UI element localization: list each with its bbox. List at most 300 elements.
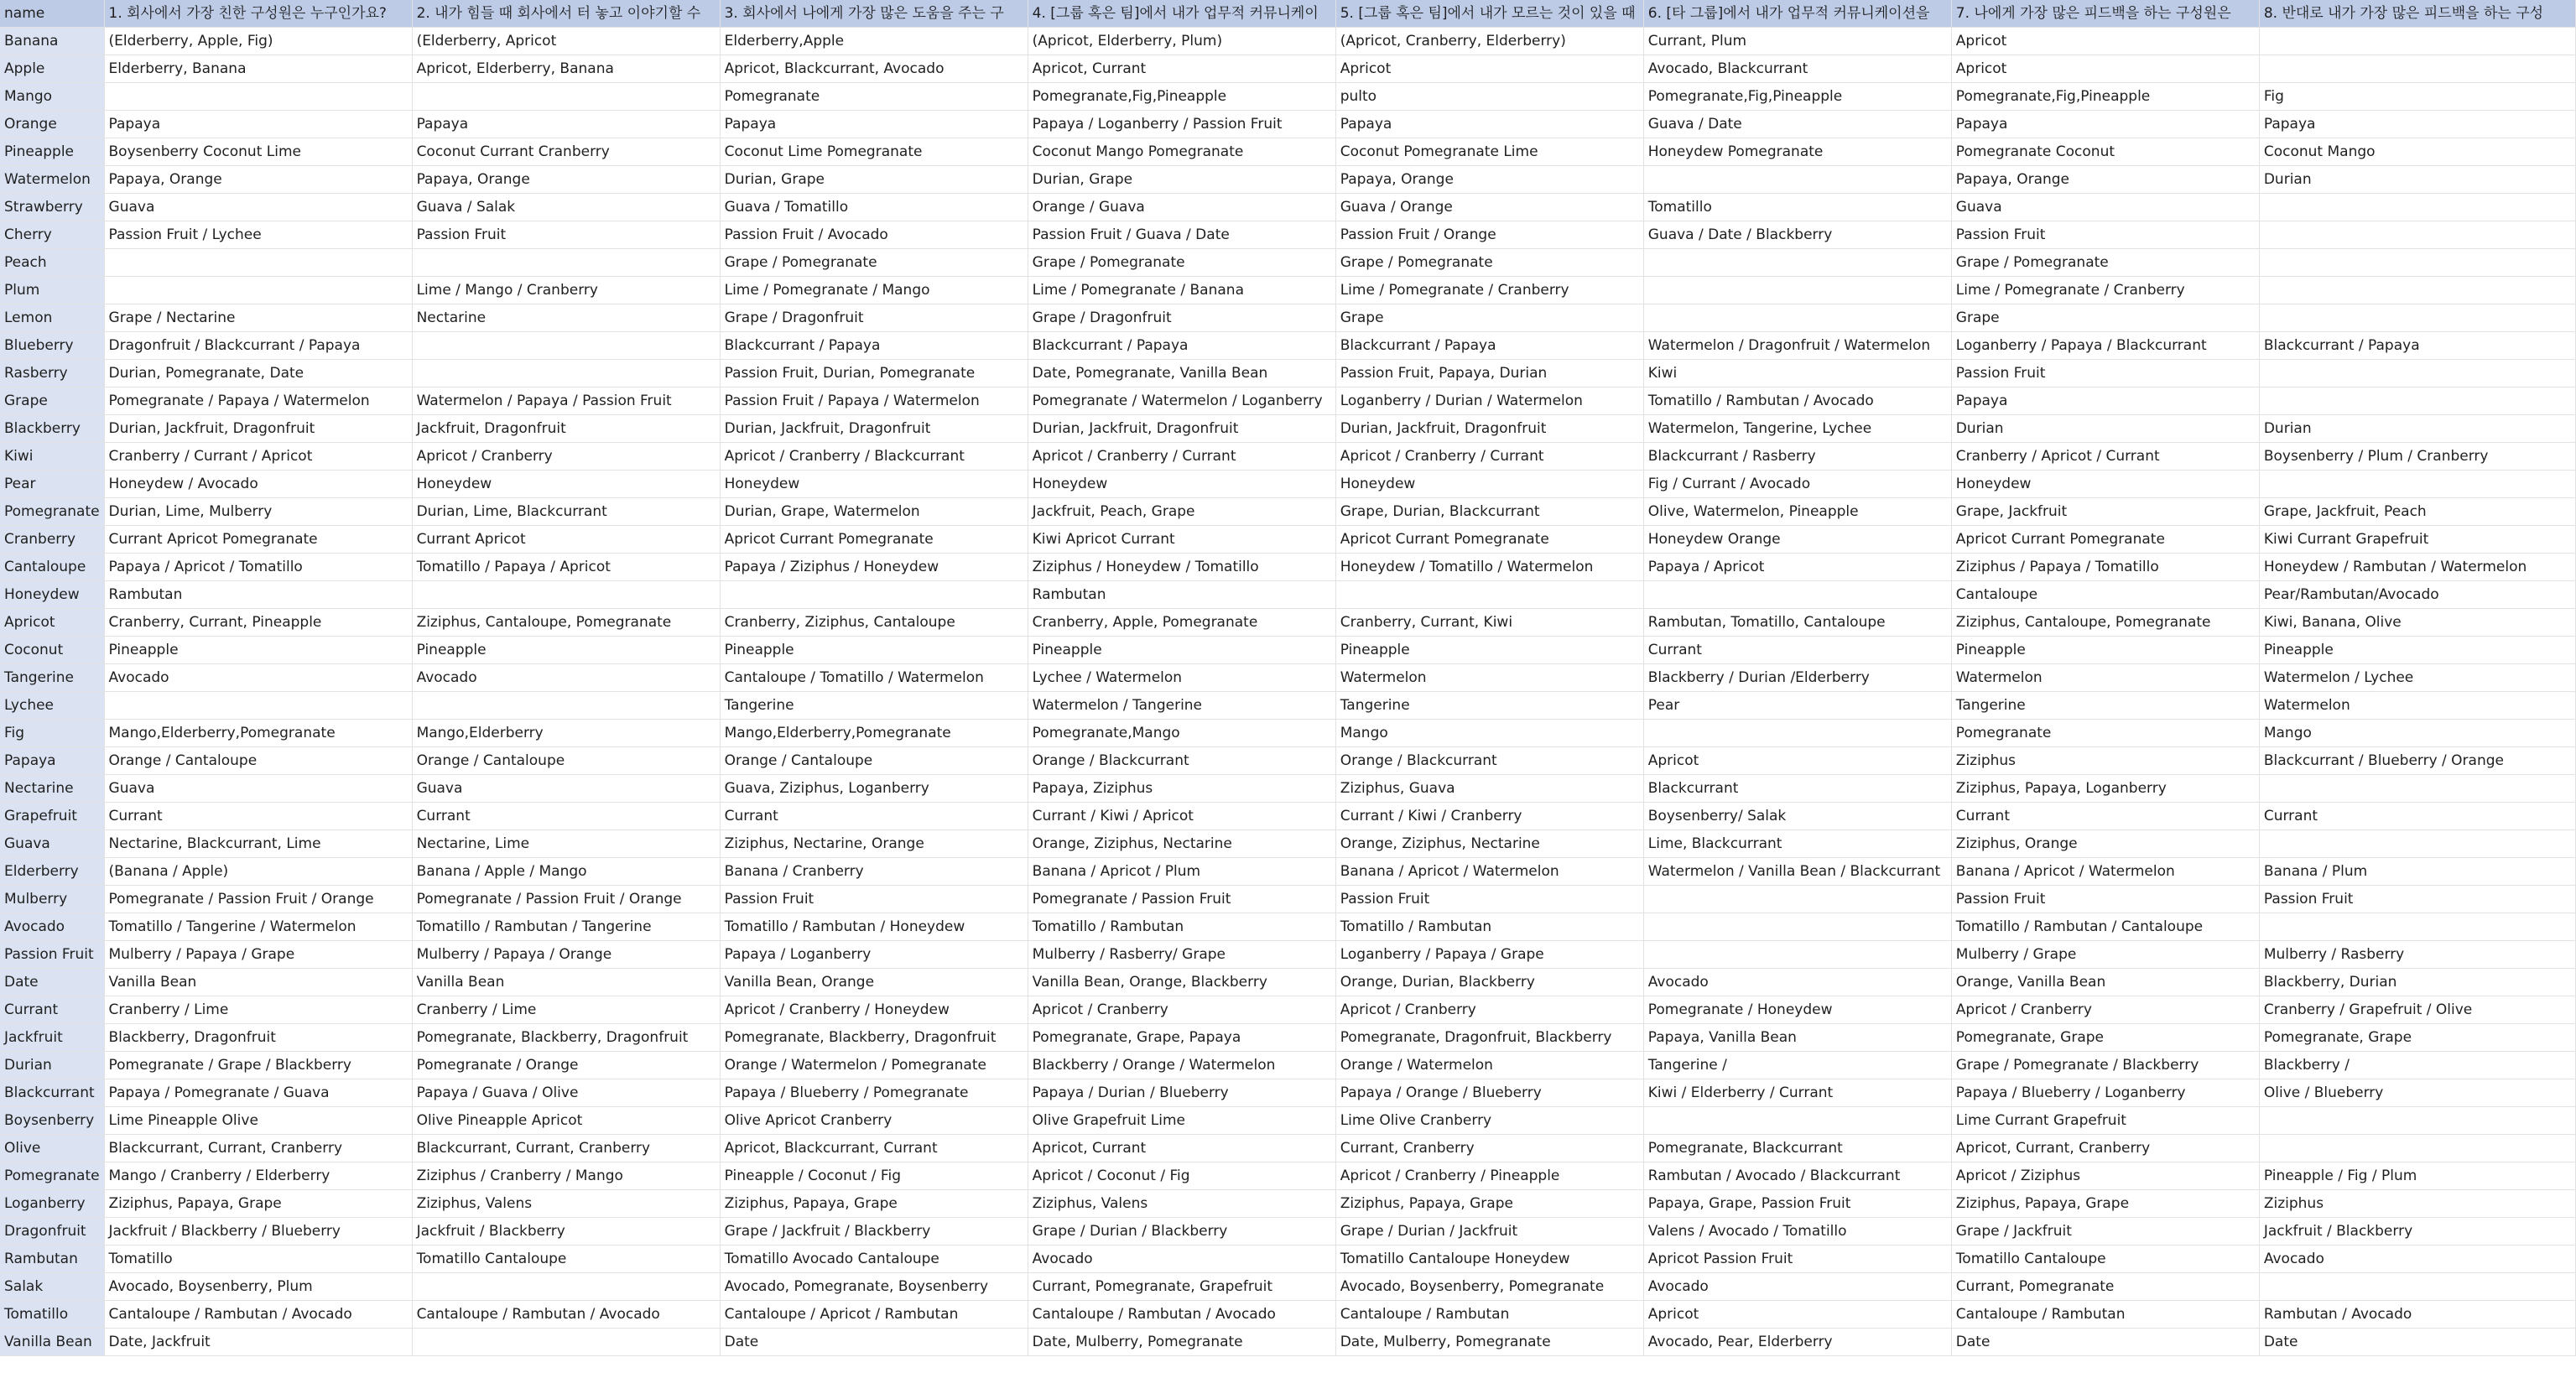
table-cell[interactable]: Apricot / Cranberry	[1335, 996, 1643, 1024]
table-cell[interactable]: Orange, Durian, Blackberry	[1335, 969, 1643, 996]
table-cell[interactable]: Papaya	[1951, 111, 2259, 138]
table-cell[interactable]: pulto	[1335, 83, 1643, 111]
table-cell[interactable]: Pomegranate / Papaya / Watermelon	[104, 387, 412, 415]
table-cell[interactable]: Guava / Orange	[1335, 194, 1643, 221]
table-cell[interactable]: Guava	[1951, 194, 2259, 221]
row-name-cell[interactable]: Mulberry	[0, 886, 104, 913]
table-cell[interactable]: Papaya / Guava / Olive	[412, 1079, 720, 1107]
table-cell[interactable]: Grape, Durian, Blackcurrant	[1335, 498, 1643, 526]
table-cell[interactable]: Pomegranate / Orange	[412, 1052, 720, 1079]
table-cell[interactable]: Mango	[2259, 720, 2575, 747]
table-cell[interactable]: Blackberry / Durian /Elderberry	[1643, 664, 1951, 692]
table-cell[interactable]: Orange / Watermelon / Pomegranate	[720, 1052, 1028, 1079]
table-cell[interactable]: Loganberry / Papaya / Blackcurrant	[1951, 332, 2259, 360]
header-cell[interactable]: 3. 회사에서 나에게 가장 많은 도움을 주는 구	[720, 0, 1028, 28]
table-cell[interactable]: Watermelon, Tangerine, Lychee	[1643, 415, 1951, 443]
table-cell[interactable]: Date	[720, 1329, 1028, 1356]
table-cell[interactable]: Apricot, Currant, Cranberry	[1951, 1135, 2259, 1162]
table-cell[interactable]: Coconut Lime Pomegranate	[720, 138, 1028, 166]
row-name-cell[interactable]: Currant	[0, 996, 104, 1024]
table-cell[interactable]: (Elderberry, Apricot	[412, 28, 720, 55]
table-cell[interactable]: Currant	[2259, 803, 2575, 830]
table-cell[interactable]	[1643, 941, 1951, 969]
table-cell[interactable]: Passion Fruit / Guava / Date	[1028, 221, 1335, 249]
table-cell[interactable]: Cranberry, Apple, Pomegranate	[1028, 609, 1335, 637]
table-cell[interactable]: Banana / Plum	[2259, 858, 2575, 886]
table-cell[interactable]: Cranberry, Ziziphus, Cantaloupe	[720, 609, 1028, 637]
table-cell[interactable]: Apricot / Cranberry / Blackcurrant	[720, 443, 1028, 471]
table-cell[interactable]	[2259, 1107, 2575, 1135]
table-cell[interactable]: Lime Currant Grapefruit	[1951, 1107, 2259, 1135]
table-cell[interactable]: Cranberry, Currant, Kiwi	[1335, 609, 1643, 637]
table-cell[interactable]: Currant	[720, 803, 1028, 830]
row-name-cell[interactable]: Apricot	[0, 609, 104, 637]
header-cell[interactable]: 4. [그룹 혹은 팀]에서 내가 업무적 커뮤니케이	[1028, 0, 1335, 28]
table-cell[interactable]: Watermelon	[1951, 664, 2259, 692]
table-cell[interactable]: Mango,Elderberry	[412, 720, 720, 747]
table-cell[interactable]: Passion Fruit / Avocado	[720, 221, 1028, 249]
table-cell[interactable]: Grape	[1335, 304, 1643, 332]
table-cell[interactable]: Apricot / Cranberry	[1951, 996, 2259, 1024]
row-name-cell[interactable]: Pear	[0, 471, 104, 498]
row-name-cell[interactable]: Dragonfruit	[0, 1218, 104, 1246]
table-cell[interactable]	[412, 1329, 720, 1356]
row-name-cell[interactable]: Avocado	[0, 913, 104, 941]
row-name-cell[interactable]: Loganberry	[0, 1190, 104, 1218]
row-name-cell[interactable]: Grape	[0, 387, 104, 415]
table-cell[interactable]: Mango,Elderberry,Pomegranate	[720, 720, 1028, 747]
table-cell[interactable]	[412, 249, 720, 277]
table-cell[interactable]: Mulberry / Papaya / Grape	[104, 941, 412, 969]
table-cell[interactable]: Orange, Ziziphus, Nectarine	[1028, 830, 1335, 858]
table-cell[interactable]: Honeydew	[1335, 471, 1643, 498]
table-cell[interactable]: Papaya	[1951, 387, 2259, 415]
table-cell[interactable]: Vanilla Bean, Orange, Blackberry	[1028, 969, 1335, 996]
table-cell[interactable]: Avocado	[104, 664, 412, 692]
table-cell[interactable]: Cantaloupe / Rambutan / Avocado	[412, 1301, 720, 1329]
table-cell[interactable]: Cranberry / Lime	[104, 996, 412, 1024]
table-cell[interactable]: Fig	[2259, 83, 2575, 111]
table-cell[interactable]: Apricot, Blackcurrant, Avocado	[720, 55, 1028, 83]
table-cell[interactable]: Mango / Cranberry / Elderberry	[104, 1162, 412, 1190]
table-cell[interactable]: Durian, Grape	[720, 166, 1028, 194]
table-cell[interactable]: (Elderberry, Apple, Fig)	[104, 28, 412, 55]
table-cell[interactable]: Orange / Cantaloupe	[412, 747, 720, 775]
table-cell[interactable]: Orange / Blackcurrant	[1335, 747, 1643, 775]
row-name-cell[interactable]: Blackcurrant	[0, 1079, 104, 1107]
table-cell[interactable]: Rambutan	[1028, 581, 1335, 609]
table-cell[interactable]: Jackfruit, Dragonfruit	[412, 415, 720, 443]
table-cell[interactable]: Passion Fruit / Orange	[1335, 221, 1643, 249]
table-cell[interactable]: Honeydew	[720, 471, 1028, 498]
table-cell[interactable]: (Apricot, Cranberry, Elderberry)	[1335, 28, 1643, 55]
row-name-cell[interactable]: Pineapple	[0, 138, 104, 166]
table-cell[interactable]: Loganberry / Papaya / Grape	[1335, 941, 1643, 969]
table-cell[interactable]: Lime / Pomegranate / Cranberry	[1335, 277, 1643, 304]
table-cell[interactable]: Pineapple	[1335, 637, 1643, 664]
table-cell[interactable]: Pomegranate / Honeydew	[1643, 996, 1951, 1024]
row-name-cell[interactable]: Peach	[0, 249, 104, 277]
table-cell[interactable]: Guava	[412, 775, 720, 803]
row-name-cell[interactable]: Mango	[0, 83, 104, 111]
row-name-cell[interactable]: Cherry	[0, 221, 104, 249]
row-name-cell[interactable]: Cranberry	[0, 526, 104, 554]
table-cell[interactable]: Papaya / Ziziphus / Honeydew	[720, 554, 1028, 581]
table-cell[interactable]: Banana / Apricot / Plum	[1028, 858, 1335, 886]
table-cell[interactable]	[2259, 471, 2575, 498]
table-cell[interactable]: Apricot	[1335, 55, 1643, 83]
table-cell[interactable]: Apricot, Blackcurrant, Currant	[720, 1135, 1028, 1162]
table-cell[interactable]: Coconut Currant Cranberry	[412, 138, 720, 166]
row-name-cell[interactable]: Blackberry	[0, 415, 104, 443]
table-cell[interactable]	[2259, 28, 2575, 55]
table-cell[interactable]: Coconut Mango	[2259, 138, 2575, 166]
table-cell[interactable]: Ziziphus, Papaya, Grape	[1951, 1190, 2259, 1218]
table-cell[interactable]: Papaya / Apricot	[1643, 554, 1951, 581]
table-cell[interactable]: Currant, Plum	[1643, 28, 1951, 55]
table-cell[interactable]: Pineapple	[2259, 637, 2575, 664]
header-cell[interactable]: 2. 내가 힘들 때 회사에서 터 놓고 이야기할 수	[412, 0, 720, 28]
table-cell[interactable]: Pineapple	[1951, 637, 2259, 664]
table-cell[interactable]: Pomegranate, Dragonfruit, Blackberry	[1335, 1024, 1643, 1052]
table-cell[interactable]: Olive Apricot Cranberry	[720, 1107, 1028, 1135]
row-name-cell[interactable]: Pomegranate	[0, 1162, 104, 1190]
table-cell[interactable]: Pomegranate / Passion Fruit / Orange	[104, 886, 412, 913]
table-cell[interactable]: Passion Fruit	[1951, 360, 2259, 387]
table-cell[interactable]: Watermelon	[2259, 692, 2575, 720]
table-cell[interactable]	[2259, 830, 2575, 858]
table-cell[interactable]: Pomegranate, Blackberry, Dragonfruit	[720, 1024, 1028, 1052]
table-cell[interactable]: Kiwi / Elderberry / Currant	[1643, 1079, 1951, 1107]
table-cell[interactable]: Mulberry / Papaya / Orange	[412, 941, 720, 969]
table-cell[interactable]: Durian	[2259, 415, 2575, 443]
table-cell[interactable]: Cantaloupe / Rambutan / Avocado	[104, 1301, 412, 1329]
table-cell[interactable]: Grape / Nectarine	[104, 304, 412, 332]
table-cell[interactable]: Blackcurrant, Currant, Cranberry	[412, 1135, 720, 1162]
table-cell[interactable]: Grape / Pomegranate	[1028, 249, 1335, 277]
table-cell[interactable]: Coconut Pomegranate Lime	[1335, 138, 1643, 166]
table-cell[interactable]	[1335, 581, 1643, 609]
table-cell[interactable]: Guava / Tomatillo	[720, 194, 1028, 221]
row-name-cell[interactable]: Lychee	[0, 692, 104, 720]
table-cell[interactable]: Apricot Currant Pomegranate	[720, 526, 1028, 554]
table-cell[interactable]: Ziziphus, Papaya, Grape	[720, 1190, 1028, 1218]
table-cell[interactable]: Tomatillo / Rambutan	[1335, 913, 1643, 941]
table-cell[interactable]: Dragonfruit / Blackcurrant / Papaya	[104, 332, 412, 360]
table-cell[interactable]: Guava	[104, 775, 412, 803]
table-cell[interactable]: Papaya	[104, 111, 412, 138]
table-cell[interactable]: Orange / Guava	[1028, 194, 1335, 221]
table-cell[interactable]: Date	[2259, 1329, 2575, 1356]
table-cell[interactable]: Apricot / Cranberry / Currant	[1028, 443, 1335, 471]
table-cell[interactable]: Apricot	[1951, 55, 2259, 83]
table-cell[interactable]: Apricot / Cranberry	[412, 443, 720, 471]
table-cell[interactable]: Blackcurrant / Papaya	[720, 332, 1028, 360]
row-name-cell[interactable]: Boysenberry	[0, 1107, 104, 1135]
table-cell[interactable]: Pineapple / Coconut / Fig	[720, 1162, 1028, 1190]
table-cell[interactable]: Grape / Jackfruit	[1951, 1218, 2259, 1246]
table-cell[interactable]	[2259, 913, 2575, 941]
table-cell[interactable]: Tangerine /	[1643, 1052, 1951, 1079]
table-cell[interactable]: Lychee / Watermelon	[1028, 664, 1335, 692]
table-cell[interactable]: (Apricot, Elderberry, Plum)	[1028, 28, 1335, 55]
table-cell[interactable]: Ziziphus, Orange	[1951, 830, 2259, 858]
row-name-cell[interactable]: Coconut	[0, 637, 104, 664]
table-cell[interactable]	[1643, 249, 1951, 277]
table-cell[interactable]: Papaya	[720, 111, 1028, 138]
table-cell[interactable]: Ziziphus, Papaya, Grape	[104, 1190, 412, 1218]
table-cell[interactable]: Tomatillo / Papaya / Apricot	[412, 554, 720, 581]
table-cell[interactable]: Ziziphus, Valens	[1028, 1190, 1335, 1218]
table-cell[interactable]: Lime / Pomegranate / Mango	[720, 277, 1028, 304]
table-cell[interactable]: Guava, Ziziphus, Loganberry	[720, 775, 1028, 803]
table-cell[interactable]: Banana / Apricot / Watermelon	[1335, 858, 1643, 886]
row-name-cell[interactable]: Cantaloupe	[0, 554, 104, 581]
table-cell[interactable]: Papaya / Apricot / Tomatillo	[104, 554, 412, 581]
table-cell[interactable]: Apricot / Cranberry / Currant	[1335, 443, 1643, 471]
table-cell[interactable]: Apricot / Cranberry / Pineapple	[1335, 1162, 1643, 1190]
row-name-cell[interactable]: Papaya	[0, 747, 104, 775]
row-name-cell[interactable]: Grapefruit	[0, 803, 104, 830]
table-cell[interactable]: Pineapple / Fig / Plum	[2259, 1162, 2575, 1190]
row-name-cell[interactable]: Jackfruit	[0, 1024, 104, 1052]
table-cell[interactable]: Watermelon	[1335, 664, 1643, 692]
table-cell[interactable]	[2259, 1135, 2575, 1162]
table-cell[interactable]: Pomegranate, Grape, Papaya	[1028, 1024, 1335, 1052]
table-cell[interactable]: Avocado, Pear, Elderberry	[1643, 1329, 1951, 1356]
table-cell[interactable]: Papaya, Orange	[412, 166, 720, 194]
table-cell[interactable]: Currant Apricot	[412, 526, 720, 554]
table-cell[interactable]: Lime / Pomegranate / Cranberry	[1951, 277, 2259, 304]
table-cell[interactable]: Durian, Grape	[1028, 166, 1335, 194]
table-cell[interactable]: Papaya	[2259, 111, 2575, 138]
header-cell[interactable]: 5. [그룹 혹은 팀]에서 내가 모르는 것이 있을 때	[1335, 0, 1643, 28]
table-cell[interactable]	[2259, 1273, 2575, 1301]
table-cell[interactable]: Apricot / Coconut / Fig	[1028, 1162, 1335, 1190]
table-cell[interactable]: Cantaloupe / Apricot / Rambutan	[720, 1301, 1028, 1329]
row-name-cell[interactable]: Durian	[0, 1052, 104, 1079]
row-name-cell[interactable]: Plum	[0, 277, 104, 304]
table-cell[interactable]: Pineapple	[720, 637, 1028, 664]
table-cell[interactable]: Rambutan / Avocado	[2259, 1301, 2575, 1329]
row-name-cell[interactable]: Rasberry	[0, 360, 104, 387]
table-cell[interactable]: Currant	[412, 803, 720, 830]
table-cell[interactable]: Grape / Jackfruit / Blackberry	[720, 1218, 1028, 1246]
table-cell[interactable]: Grape, Jackfruit, Peach	[2259, 498, 2575, 526]
table-cell[interactable]: Valens / Avocado / Tomatillo	[1643, 1218, 1951, 1246]
table-cell[interactable]: Avocado	[1643, 1273, 1951, 1301]
table-cell[interactable]: Watermelon / Vanilla Bean / Blackcurrant	[1643, 858, 1951, 886]
table-cell[interactable]: Tomatillo	[104, 1246, 412, 1273]
table-cell[interactable]: Cranberry / Lime	[412, 996, 720, 1024]
table-cell[interactable]: Papaya, Orange	[104, 166, 412, 194]
table-cell[interactable]: Cantaloupe / Rambutan	[1335, 1301, 1643, 1329]
table-cell[interactable]	[1643, 166, 1951, 194]
table-cell[interactable]: Tomatillo Cantaloupe	[412, 1246, 720, 1273]
table-cell[interactable]: Ziziphus, Valens	[412, 1190, 720, 1218]
table-cell[interactable]: Pear	[1643, 692, 1951, 720]
row-name-cell[interactable]: Blueberry	[0, 332, 104, 360]
header-cell-name[interactable]: name	[0, 0, 104, 28]
table-cell[interactable]: Banana / Apricot / Watermelon	[1951, 858, 2259, 886]
table-cell[interactable]: Honeydew	[412, 471, 720, 498]
table-cell[interactable]: Papaya, Orange	[1335, 166, 1643, 194]
table-cell[interactable]: Kiwi, Banana, Olive	[2259, 609, 2575, 637]
table-cell[interactable]: Orange / Blackcurrant	[1028, 747, 1335, 775]
table-cell[interactable]: Avocado, Boysenberry, Plum	[104, 1273, 412, 1301]
table-cell[interactable]: Durian, Lime, Mulberry	[104, 498, 412, 526]
table-cell[interactable]: Grape, Jackfruit	[1951, 498, 2259, 526]
table-cell[interactable]: Apricot	[1951, 28, 2259, 55]
table-cell[interactable]: Blackcurrant / Papaya	[1028, 332, 1335, 360]
table-cell[interactable]: Tangerine	[1335, 692, 1643, 720]
table-cell[interactable]: Kiwi Apricot Currant	[1028, 526, 1335, 554]
table-cell[interactable]: Passion Fruit, Durian, Pomegranate	[720, 360, 1028, 387]
table-cell[interactable]	[104, 277, 412, 304]
table-cell[interactable]: Passion Fruit	[1951, 221, 2259, 249]
table-cell[interactable]: Passion Fruit / Lychee	[104, 221, 412, 249]
table-cell[interactable]: Cranberry, Currant, Pineapple	[104, 609, 412, 637]
table-cell[interactable]: Guava / Date	[1643, 111, 1951, 138]
table-cell[interactable]: Nectarine, Blackcurrant, Lime	[104, 830, 412, 858]
table-cell[interactable]: Tomatillo / Rambutan / Honeydew	[720, 913, 1028, 941]
table-cell[interactable]: Ziziphus, Cantaloupe, Pomegranate	[412, 609, 720, 637]
table-cell[interactable]: Mango	[1335, 720, 1643, 747]
table-cell[interactable]: Grape	[1951, 304, 2259, 332]
table-cell[interactable]: Vanilla Bean	[412, 969, 720, 996]
table-cell[interactable]: Tomatillo Cantaloupe	[1951, 1246, 2259, 1273]
table-cell[interactable]: Durian, Jackfruit, Dragonfruit	[104, 415, 412, 443]
row-name-cell[interactable]: Tangerine	[0, 664, 104, 692]
table-cell[interactable]: Apricot / Cranberry / Honeydew	[720, 996, 1028, 1024]
header-cell[interactable]: 6. [타 그룹]에서 내가 업무적 커뮤니케이션을	[1643, 0, 1951, 28]
table-cell[interactable]: Blackcurrant / Papaya	[2259, 332, 2575, 360]
table-cell[interactable]	[2259, 775, 2575, 803]
table-cell[interactable]: Watermelon / Dragonfruit / Watermelon	[1643, 332, 1951, 360]
table-cell[interactable]	[2259, 55, 2575, 83]
table-cell[interactable]: Cranberry / Currant / Apricot	[104, 443, 412, 471]
row-name-cell[interactable]: Orange	[0, 111, 104, 138]
table-cell[interactable]: Papaya / Blueberry / Pomegranate	[720, 1079, 1028, 1107]
table-cell[interactable]: Orange / Cantaloupe	[104, 747, 412, 775]
table-cell[interactable]: Lime, Blackcurrant	[1643, 830, 1951, 858]
table-cell[interactable]: Vanilla Bean	[104, 969, 412, 996]
table-cell[interactable]: Apricot, Currant	[1028, 1135, 1335, 1162]
table-cell[interactable]: Tomatillo / Rambutan / Cantaloupe	[1951, 913, 2259, 941]
table-cell[interactable]: Durian, Lime, Blackcurrant	[412, 498, 720, 526]
table-cell[interactable]: Currant, Cranberry	[1335, 1135, 1643, 1162]
table-cell[interactable]: Honeydew / Avocado	[104, 471, 412, 498]
table-cell[interactable]: Watermelon / Lychee	[2259, 664, 2575, 692]
table-cell[interactable]: Tomatillo Cantaloupe Honeydew	[1335, 1246, 1643, 1273]
header-cell[interactable]: 7. 나에게 가장 많은 피드백을 하는 구성원은	[1951, 0, 2259, 28]
table-cell[interactable]: Pomegranate, Grape	[2259, 1024, 2575, 1052]
row-name-cell[interactable]: Fig	[0, 720, 104, 747]
table-cell[interactable]: Rambutan	[104, 581, 412, 609]
table-cell[interactable]: Pomegranate / Watermelon / Loganberry	[1028, 387, 1335, 415]
table-cell[interactable]: Pomegranate,Fig,Pineapple	[1028, 83, 1335, 111]
table-cell[interactable]: Apricot	[1643, 1301, 1951, 1329]
table-cell[interactable]: Honeydew / Rambutan / Watermelon	[2259, 554, 2575, 581]
table-cell[interactable]: Cantaloupe / Rambutan	[1951, 1301, 2259, 1329]
table-cell[interactable]: Jackfruit / Blackberry / Blueberry	[104, 1218, 412, 1246]
table-cell[interactable]	[2259, 277, 2575, 304]
table-cell[interactable]: Jackfruit / Blackberry	[2259, 1218, 2575, 1246]
row-name-cell[interactable]: Watermelon	[0, 166, 104, 194]
table-cell[interactable]: Tomatillo	[1643, 194, 1951, 221]
row-name-cell[interactable]: Tomatillo	[0, 1301, 104, 1329]
table-cell[interactable]: Guava / Date / Blackberry	[1643, 221, 1951, 249]
table-cell[interactable]	[2259, 360, 2575, 387]
table-cell[interactable]: Rambutan, Tomatillo, Cantaloupe	[1643, 609, 1951, 637]
table-cell[interactable]: Kiwi Currant Grapefruit	[2259, 526, 2575, 554]
table-cell[interactable]: Blackcurrant, Currant, Cranberry	[104, 1135, 412, 1162]
table-cell[interactable]: Blackcurrant / Blueberry / Orange	[2259, 747, 2575, 775]
table-cell[interactable]: Orange / Watermelon	[1335, 1052, 1643, 1079]
header-cell[interactable]: 1. 회사에서 가장 친한 구성원은 누구인가요?	[104, 0, 412, 28]
table-cell[interactable]	[104, 249, 412, 277]
table-cell[interactable]: Jackfruit / Blackberry	[412, 1218, 720, 1246]
table-cell[interactable]	[1643, 720, 1951, 747]
table-cell[interactable]: Papaya / Durian / Blueberry	[1028, 1079, 1335, 1107]
table-cell[interactable]: Tomatillo / Rambutan / Tangerine	[412, 913, 720, 941]
table-cell[interactable]: Currant Apricot Pomegranate	[104, 526, 412, 554]
table-cell[interactable]: Papaya, Vanilla Bean	[1643, 1024, 1951, 1052]
table-cell[interactable]: Papaya / Pomegranate / Guava	[104, 1079, 412, 1107]
table-cell[interactable]: Date, Pomegranate, Vanilla Bean	[1028, 360, 1335, 387]
table-cell[interactable]: Apricot, Currant	[1028, 55, 1335, 83]
table-cell[interactable]: Avocado, Pomegranate, Boysenberry	[720, 1273, 1028, 1301]
table-cell[interactable]: Honeydew Orange	[1643, 526, 1951, 554]
table-cell[interactable]: Ziziphus, Papaya, Grape	[1335, 1190, 1643, 1218]
table-cell[interactable]	[2259, 387, 2575, 415]
row-name-cell[interactable]: Kiwi	[0, 443, 104, 471]
table-cell[interactable]: Durian	[1951, 415, 2259, 443]
table-cell[interactable]: Currant / Kiwi / Cranberry	[1335, 803, 1643, 830]
table-cell[interactable]: Nectarine, Lime	[412, 830, 720, 858]
row-name-cell[interactable]: Olive	[0, 1135, 104, 1162]
table-cell[interactable]: Ziziphus	[2259, 1190, 2575, 1218]
table-cell[interactable]	[1643, 886, 1951, 913]
table-cell[interactable]	[412, 83, 720, 111]
table-cell[interactable]: Loganberry / Durian / Watermelon	[1335, 387, 1643, 415]
table-cell[interactable]: Pomegranate Coconut	[1951, 138, 2259, 166]
table-cell[interactable]: Guava / Salak	[412, 194, 720, 221]
table-cell[interactable]: Passion Fruit	[412, 221, 720, 249]
table-cell[interactable]: Coconut Mango Pomegranate	[1028, 138, 1335, 166]
table-cell[interactable]: Avocado, Boysenberry, Pomegranate	[1335, 1273, 1643, 1301]
table-cell[interactable]: Date	[1951, 1329, 2259, 1356]
table-cell[interactable]: Lime Olive Cranberry	[1335, 1107, 1643, 1135]
table-cell[interactable]: Pomegranate, Blackcurrant	[1643, 1135, 1951, 1162]
table-cell[interactable]: Date, Mulberry, Pomegranate	[1028, 1329, 1335, 1356]
table-cell[interactable]: Blackcurrant / Rasberry	[1643, 443, 1951, 471]
table-cell[interactable]: Banana / Cranberry	[720, 858, 1028, 886]
table-cell[interactable]: Pineapple	[412, 637, 720, 664]
table-cell[interactable]: Currant	[1643, 637, 1951, 664]
row-name-cell[interactable]: Elderberry	[0, 858, 104, 886]
row-name-cell[interactable]: Lemon	[0, 304, 104, 332]
row-name-cell[interactable]: Salak	[0, 1273, 104, 1301]
table-cell[interactable]: Pineapple	[1028, 637, 1335, 664]
table-cell[interactable]	[2259, 249, 2575, 277]
table-cell[interactable]: Ziziphus	[1951, 747, 2259, 775]
table-cell[interactable]: Rambutan / Avocado / Blackcurrant	[1643, 1162, 1951, 1190]
table-cell[interactable]: Blackberry /	[2259, 1052, 2575, 1079]
table-cell[interactable]: Lime / Mango / Cranberry	[412, 277, 720, 304]
table-cell[interactable]: Passion Fruit	[2259, 886, 2575, 913]
table-cell[interactable]: Pomegranate,Fig,Pineapple	[1951, 83, 2259, 111]
